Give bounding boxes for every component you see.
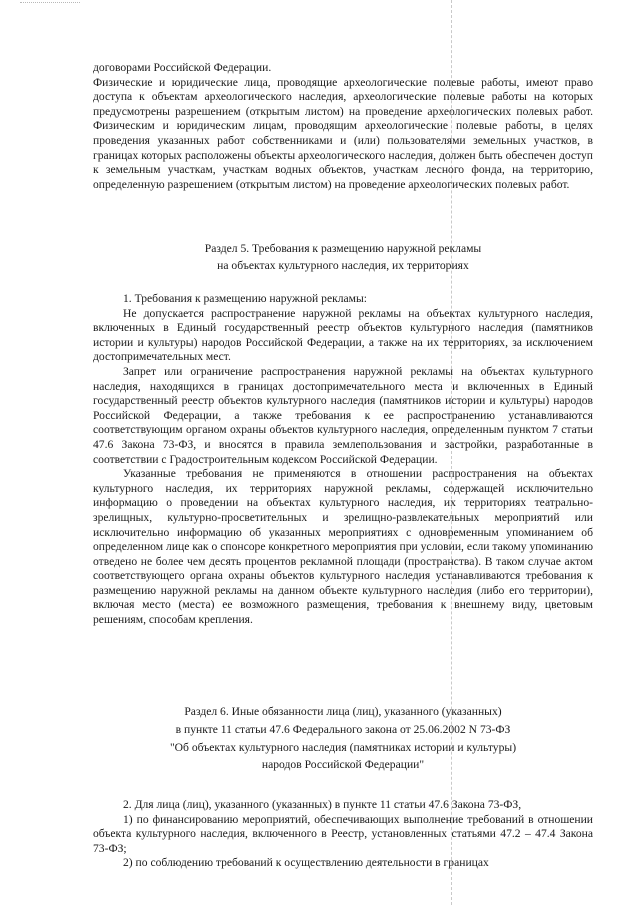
section6-title-line1: Раздел 6. Иные обязанности лица (лиц), указанного (указанных): [184, 705, 502, 718]
section6-body: [93, 798, 593, 871]
section6-item2: 2. Для лица (лиц), указанного (указанных) в пункте 11 статьи 47.6 Закона 73-ФЗ,: [123, 798, 522, 811]
section6-subitem1: 1) по финансированию мероприятий, обеспечивающих выполнение требований в отношении объекта культурного наследия, включенного в Реестр, установленных статьями 47.2 – 47.4 Закона 73-ФЗ;: [93, 812, 593, 855]
section6-title-line2: в пункте 11 статьи 47.6 Федерального закона от 25.06.2002 N 73-ФЗ: [175, 723, 511, 736]
section5-paragraph2: Запрет или ограничение распространения наружной рекламы на объектах культурного наследия, находящихся в границах достопримечательного места и включенных в Единый государственный реестр объектов культурного наследия (памятников истории и культуры) народов Российской Федерации, а также требования к ее распространению устанавливаются соответствующим органом охраны объектов культурного наследия, определенным пунктом 7 статьи 47.6 Закона 73-ФЗ, и вносятся в правила землепользования и застройки, разработанные в соответствии с Градостроительным кодексом Российской Федерации.: [93, 364, 593, 466]
section6-title-line4: народов Российской Федерации": [261, 758, 425, 771]
section6-subitem2: 2) по соблюдению требований к осуществлению деятельности в границах: [123, 856, 489, 870]
section5-paragraph3: Указанные требования не применяются в отношении распространения на объектах культурного наследия, их территориях наружной рекламы, содержащей исключительно информацию о проведении на объектах культурного наследия, их территориях театрально-зрелищных, культурно-просветительных и зрелищно-развлекательных мероприятий или исключительно информацию об указанных мероприятиях с одновременным упоминанием об определенном лице как о спонсоре конкретного мероприятия при условии, если такому упоминанию отведено не более чем десять процентов рекламной площади (пространства). В таком случае актом соответствующего органа охраны объектов культурного наследия устанавливаются требования к размещению наружной рекламы на данном объекте культурного наследия (либо его территории), включая место (места) ее возможного размещения, требования к внешнему виду, цветовым решениям, способам крепления.: [93, 467, 593, 627]
section5-body: [93, 292, 593, 628]
section5-title-line2: на объектах культурного наследия, их территориях: [217, 259, 469, 272]
section6-title-line3: "Об объектах культурного наследия (памятниках истории и культуры): [169, 741, 517, 754]
section5-title-line1: Раздел 5. Требования к размещению наружной рекламы: [204, 242, 482, 255]
intro-block: [93, 61, 593, 192]
intro-first-line: договорами Российской Федерации.: [93, 61, 272, 74]
intro-paragraph: Физические и юридические лица, проводящие археологические полевые работы, имеют право доступа к объектам археологического наследия, археологические полевые работы на которых предусмотрены разрешением (открытым листом) на проведение археологических полевых работ. Физическим и юридическим лицам, проводящим археологические полевые работы, в целях проведения указанных работ собственниками и (или) пользователями земельных участков, в границах которых расположены объекты археологического наследия, должен быть обеспечен доступ к земельным участкам, участкам водных объектов, участкам лесного фонда, на территорию, определенную разрешением (открытым листом) на проведение археологических полевых работ.: [93, 75, 593, 191]
section5-item1: 1. Требования к размещению наружной рекламы:: [123, 292, 368, 305]
scan-artifact: [20, 2, 80, 6]
section5-paragraph1: Не допускается распространение наружной рекламы на объектах культурного наследия, включенных в Единый государственный реестр объектов культурного наследия (памятников истории и культуры) народов Российской Федерации, а также на их территориях, за исключением достопримечательных мест.: [93, 306, 593, 364]
